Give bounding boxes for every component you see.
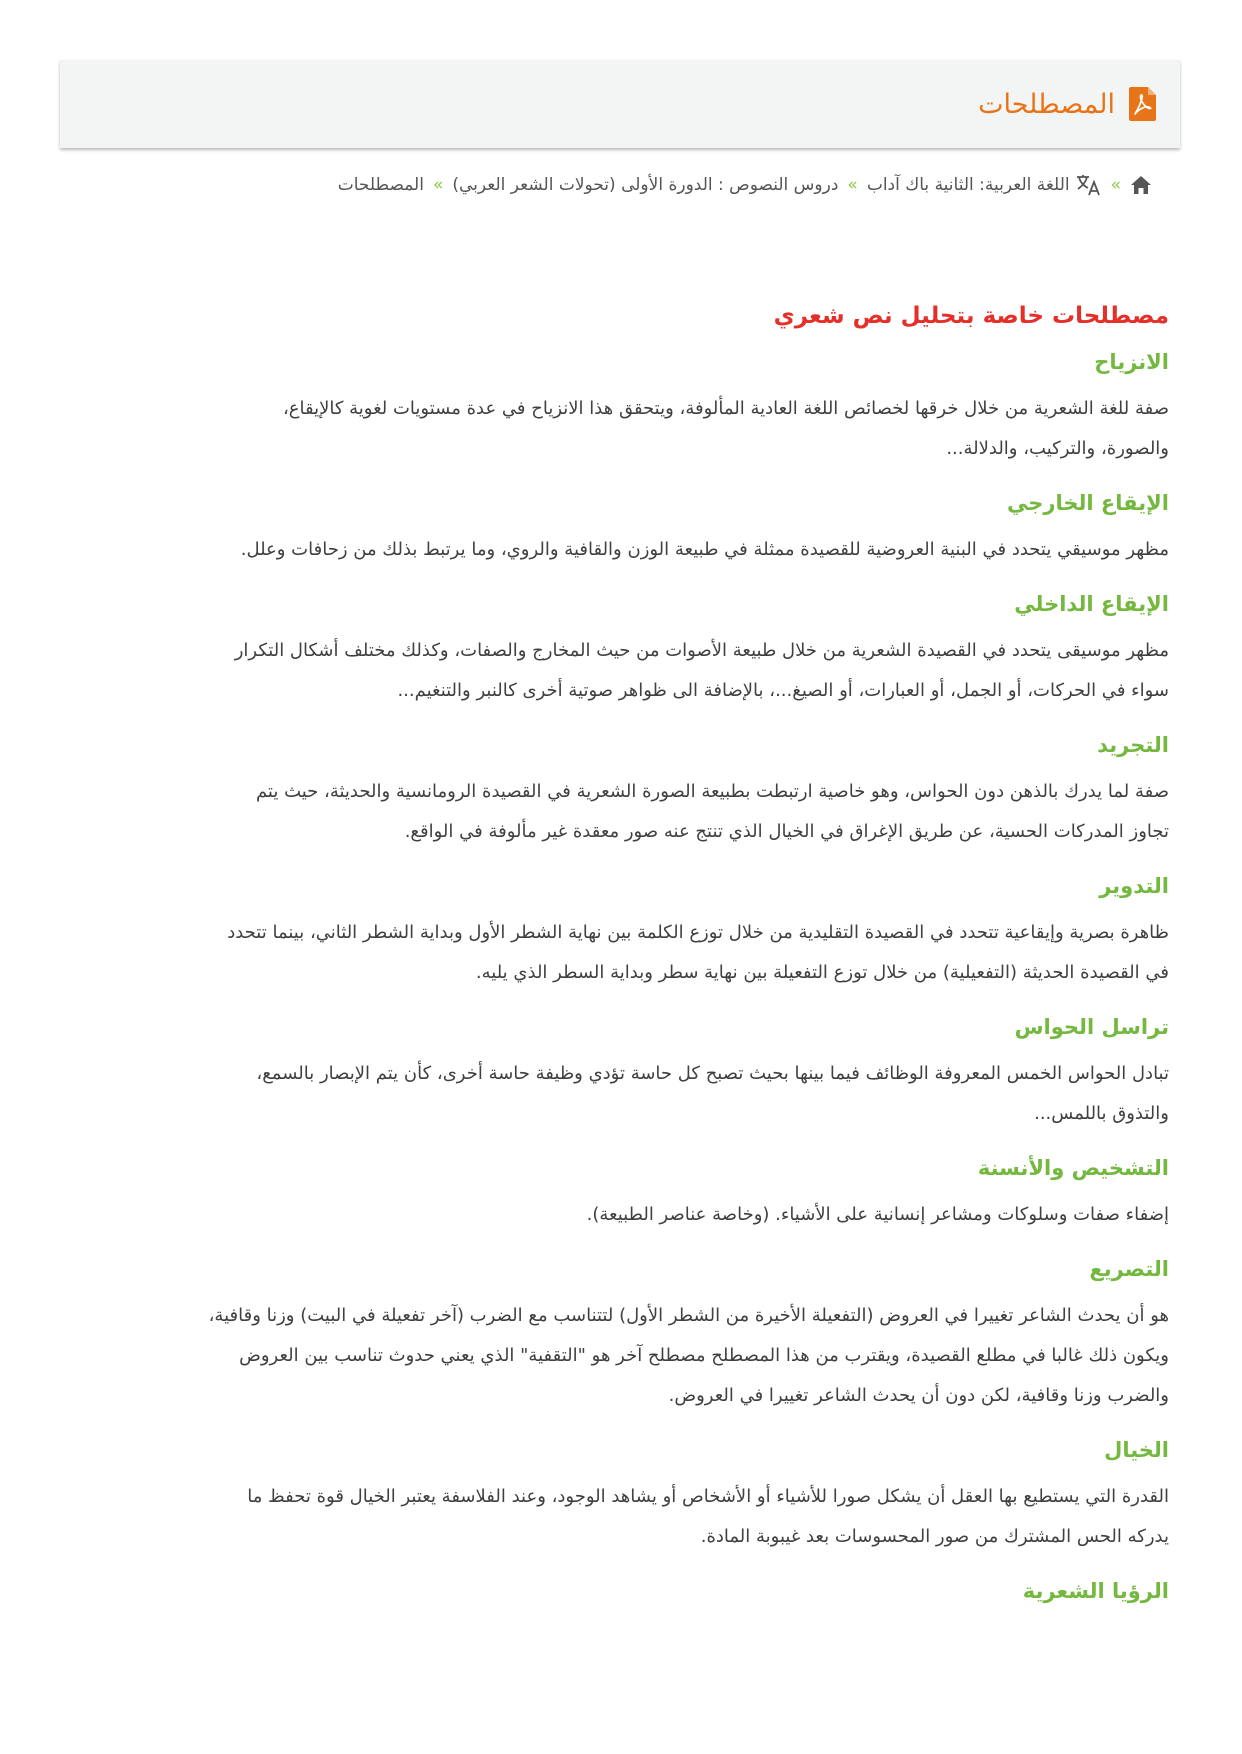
term-title: الإيقاع الداخلي bbox=[1014, 592, 1169, 616]
term-definition bbox=[69, 772, 1169, 852]
breadcrumb-separator: » bbox=[847, 175, 858, 195]
section-title: مصطلحات خاصة بتحليل نص شعري bbox=[773, 303, 1169, 329]
definition-line: ظاهرة بصرية وإيقاعية تتحدد في القصيدة التقليدية من خلال توزع الكلمة بين نهاية الشطر الأول وبداية الشطر الثاني، بينما تتحدد bbox=[227, 922, 1169, 943]
term-title: التشخيص والأنسنة bbox=[977, 1156, 1169, 1180]
term-title: الرؤيا الشعرية bbox=[1022, 1579, 1169, 1603]
definition-line: مظهر موسيقى يتحدد في القصيدة الشعرية من خلال طبيعة الأصوات من حيث المخارج والصفات، وكذلك مختلف أشكال التكرار bbox=[234, 640, 1169, 661]
term-definition bbox=[69, 913, 1169, 993]
breadcrumb bbox=[60, 170, 1152, 200]
definition-line: إضفاء صفات وسلوكات ومشاعر إنسانية على الأشياء. (وخاصة عناصر الطبيعة). bbox=[586, 1204, 1169, 1225]
definition-line: تبادل الحواس الخمس المعروفة الوظائف فيما بينها بحيث تصبح كل حاسة تؤدي وظيفة حاسة أخرى، كأن يتم الإبصار بالسمع، bbox=[256, 1063, 1169, 1084]
definition-line: سواء في الحركات، أو الجمل، أو العبارات، أو الصيغ...، بالإضافة الى ظواهر صوتية أخرى كالنبر والتنغيم... bbox=[397, 680, 1169, 701]
breadcrumb-item-current: المصطلحات bbox=[337, 175, 424, 195]
definition-line: هو أن يحدث الشاعر تغييرا في العروض (التفعيلة الأخيرة من الشطر الأول) لتتناسب مع الضرب (آخر تفعيلة في البيت) وزنا وقافية، bbox=[208, 1305, 1169, 1326]
term-definition bbox=[69, 389, 1169, 469]
definition-line: يدركه الحس المشترك من صور المحسوسات بعد غيبوبة المادة. bbox=[700, 1526, 1169, 1547]
term-title: تراسل الحواس bbox=[1014, 1015, 1169, 1039]
breadcrumb-item-subject[interactable]: اللغة العربية: الثانية باك آداب bbox=[866, 175, 1070, 195]
term-definition bbox=[69, 530, 1169, 570]
term-title: التصريع bbox=[1089, 1257, 1169, 1281]
main-content bbox=[69, 296, 1169, 1609]
translate-icon bbox=[1076, 174, 1102, 196]
definition-line: والضرب وزنا وقافية، لكن دون أن يحدث الشاعر تغييرا في العروض. bbox=[668, 1385, 1169, 1406]
term-title: التدوير bbox=[1099, 874, 1169, 898]
term-title: الخيال bbox=[1104, 1438, 1169, 1462]
pdf-icon[interactable] bbox=[1129, 87, 1156, 121]
definition-line: القدرة التي يستطيع بها العقل أن يشكل صورا للأشياء أو الأشخاص أو يشاهد الوجود، وعند الفلاسفة يعتبر الخيال قوة تحفظ ما bbox=[247, 1486, 1169, 1507]
definition-line: ويكون ذلك غالبا في مطلع القصيدة، ويقترب من هذا المصطلح مصطلح آخر هو "التقفية" الذي يعني حدوث تناسب بين العروض bbox=[239, 1345, 1169, 1366]
page-header bbox=[60, 60, 1180, 148]
breadcrumb-separator: » bbox=[432, 175, 444, 195]
definition-line: والصورة، والتركيب، والدلالة... bbox=[946, 438, 1169, 459]
definition-line: صفة للغة الشعرية من خلال خرقها لخصائص اللغة العادية المألوفة، ويتحقق هذا الانزياح في عدة مستويات لغوية كالإيقاع، bbox=[282, 398, 1169, 419]
home-icon[interactable] bbox=[1130, 175, 1152, 195]
term-title: الإيقاع الخارجي bbox=[1007, 491, 1169, 515]
term-definition bbox=[69, 1296, 1169, 1416]
term-title: الانزياح bbox=[1094, 350, 1169, 374]
term-definition bbox=[69, 1477, 1169, 1557]
term-title: التجريد bbox=[1097, 733, 1169, 757]
breadcrumb-separator: » bbox=[1110, 175, 1121, 195]
term-definition bbox=[69, 1054, 1169, 1134]
definition-line: والتذوق باللمس... bbox=[1034, 1103, 1169, 1124]
definition-line: تجاوز المدركات الحسية، عن طريق الإغراق في الخيال الذي تنتج عنه صور معقدة غير مألوفة في الواقع. bbox=[404, 821, 1169, 842]
term-definition bbox=[69, 631, 1169, 711]
page-title: المصطلحات bbox=[978, 88, 1115, 120]
definition-line: في القصيدة الحديثة (التفعيلية) من خلال توزع التفعيلة بين نهاية سطر وبداية السطر الذي يليه. bbox=[475, 962, 1169, 983]
term-definition bbox=[69, 1195, 1169, 1235]
definition-line: صفة لما يدرك بالذهن دون الحواس، وهو خاصية ارتبطت بطبيعة الصورة الشعرية في القصيدة الرومانسية والحديثة، حيث يتم bbox=[255, 781, 1169, 802]
breadcrumb-item-lessons[interactable]: دروس النصوص : الدورة الأولى (تحولات الشعر العربي) bbox=[452, 175, 839, 195]
definition-line: مظهر موسيقي يتحدد في البنية العروضية للقصيدة ممثلة في طبيعة الوزن والقافية والروي، وما يرتبط بذلك من زحافات وعلل. bbox=[240, 539, 1169, 560]
